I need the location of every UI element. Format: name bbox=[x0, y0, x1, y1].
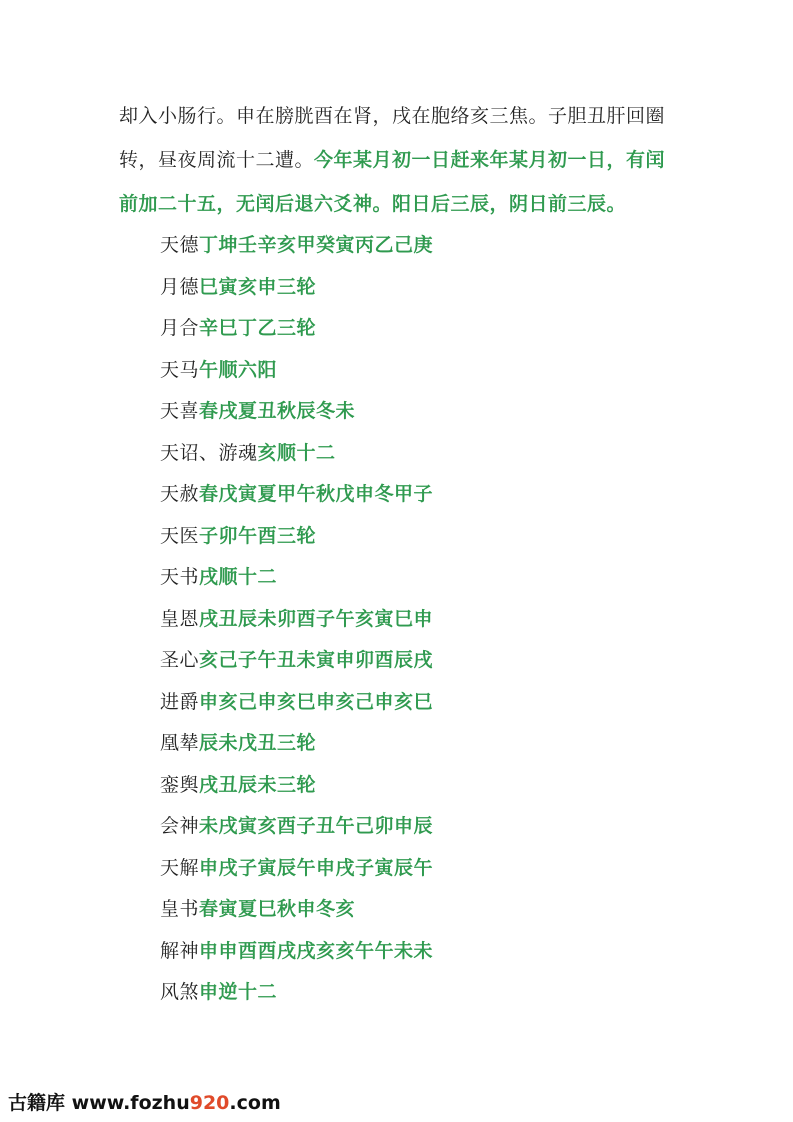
entry-value: 戌丑辰未卯酉子午亥寅巳申 bbox=[199, 608, 434, 630]
list-item bbox=[160, 272, 316, 299]
footer-url bbox=[72, 1092, 281, 1114]
list-item bbox=[160, 687, 433, 714]
entry-name: 皇书 bbox=[160, 898, 200, 920]
entry-name: 天喜 bbox=[160, 400, 200, 422]
entry-value: 申亥己申亥巳申亥己申亥巳 bbox=[199, 691, 434, 713]
entry-name: 天德 bbox=[160, 234, 200, 256]
list-item bbox=[160, 604, 433, 631]
list-item bbox=[160, 230, 433, 257]
footer-url-prefix: www.fozhu bbox=[71, 1092, 190, 1114]
list-item bbox=[160, 396, 355, 423]
entry-value: 巳寅亥申三轮 bbox=[199, 276, 317, 298]
footer-watermark bbox=[8, 1088, 281, 1115]
entry-name: 銮舆 bbox=[160, 774, 200, 796]
entry-name: 解神 bbox=[160, 940, 200, 962]
list-item bbox=[160, 438, 336, 465]
entry-name: 圣心 bbox=[160, 649, 200, 671]
entry-value: 丁坤壬辛亥甲癸寅丙乙己庚 bbox=[199, 234, 434, 256]
entry-name: 天解 bbox=[160, 857, 200, 879]
entry-value: 春寅夏巳秋申冬亥 bbox=[199, 898, 356, 920]
list-item bbox=[160, 977, 277, 1004]
entry-name: 天书 bbox=[160, 566, 200, 588]
list-item bbox=[160, 313, 316, 340]
entry-value: 春戌夏丑秋辰冬未 bbox=[199, 400, 356, 422]
intro-line-2-green: 今年某月初一日赶来年某月初一日，有闰 bbox=[314, 149, 666, 171]
intro-line-3: 前加二十五，无闰后退六爻神。阳日后三辰，阴日前三辰。 bbox=[119, 193, 627, 215]
list-item bbox=[160, 479, 433, 506]
entry-value: 辰未戊丑三轮 bbox=[199, 732, 317, 754]
footer-url-number: 920 bbox=[189, 1092, 230, 1114]
list-item bbox=[160, 728, 316, 755]
list-item bbox=[160, 811, 433, 838]
entry-value: 春戊寅夏甲午秋戊申冬甲子 bbox=[199, 483, 434, 505]
intro-line-1: 却入小肠行。申在膀胱酉在肾，戌在胞络亥三焦。子胆丑肝回圈 bbox=[119, 105, 666, 127]
footer-brand: 古籍库 bbox=[8, 1092, 66, 1114]
list-item bbox=[160, 645, 433, 672]
entry-name: 凰辇 bbox=[160, 732, 200, 754]
entry-value: 子卯午酉三轮 bbox=[199, 525, 317, 547]
intro-paragraph bbox=[119, 94, 689, 226]
list-item bbox=[160, 355, 277, 382]
footer-url-suffix: .com bbox=[229, 1092, 281, 1114]
list-item bbox=[160, 770, 316, 797]
entry-name: 风煞 bbox=[160, 981, 200, 1003]
list-item bbox=[160, 894, 355, 921]
list-item bbox=[160, 562, 277, 589]
entry-name: 天诏、游魂 bbox=[160, 442, 258, 464]
entry-value: 戌顺十二 bbox=[199, 566, 278, 588]
entry-name: 天马 bbox=[160, 359, 200, 381]
entry-name: 皇恩 bbox=[160, 608, 200, 630]
entry-value: 亥顺十二 bbox=[257, 442, 336, 464]
list-item bbox=[160, 936, 433, 963]
list-item bbox=[160, 853, 433, 880]
entry-name: 月德 bbox=[160, 276, 200, 298]
entry-name: 天赦 bbox=[160, 483, 200, 505]
list-item bbox=[160, 521, 316, 548]
entry-value: 午顺六阳 bbox=[199, 359, 278, 381]
entry-name: 月合 bbox=[160, 317, 200, 339]
entry-value: 申申酉酉戌戌亥亥午午未未 bbox=[199, 940, 434, 962]
entry-name: 会神 bbox=[160, 815, 200, 837]
entry-value: 申戌子寅辰午申戌子寅辰午 bbox=[199, 857, 434, 879]
entry-value: 亥己子午丑未寅申卯酉辰戌 bbox=[199, 649, 434, 671]
entry-value: 申逆十二 bbox=[199, 981, 278, 1003]
entry-name: 天医 bbox=[160, 525, 200, 547]
entry-value: 戌丑辰未三轮 bbox=[199, 774, 317, 796]
entry-value: 未戌寅亥酉子丑午己卯申辰 bbox=[199, 815, 434, 837]
intro-line-2-plain: 转，昼夜周流十二遭。 bbox=[119, 149, 315, 171]
entry-value: 辛巳丁乙三轮 bbox=[199, 317, 317, 339]
entry-name: 进爵 bbox=[160, 691, 200, 713]
intro-line-2 bbox=[119, 138, 689, 182]
